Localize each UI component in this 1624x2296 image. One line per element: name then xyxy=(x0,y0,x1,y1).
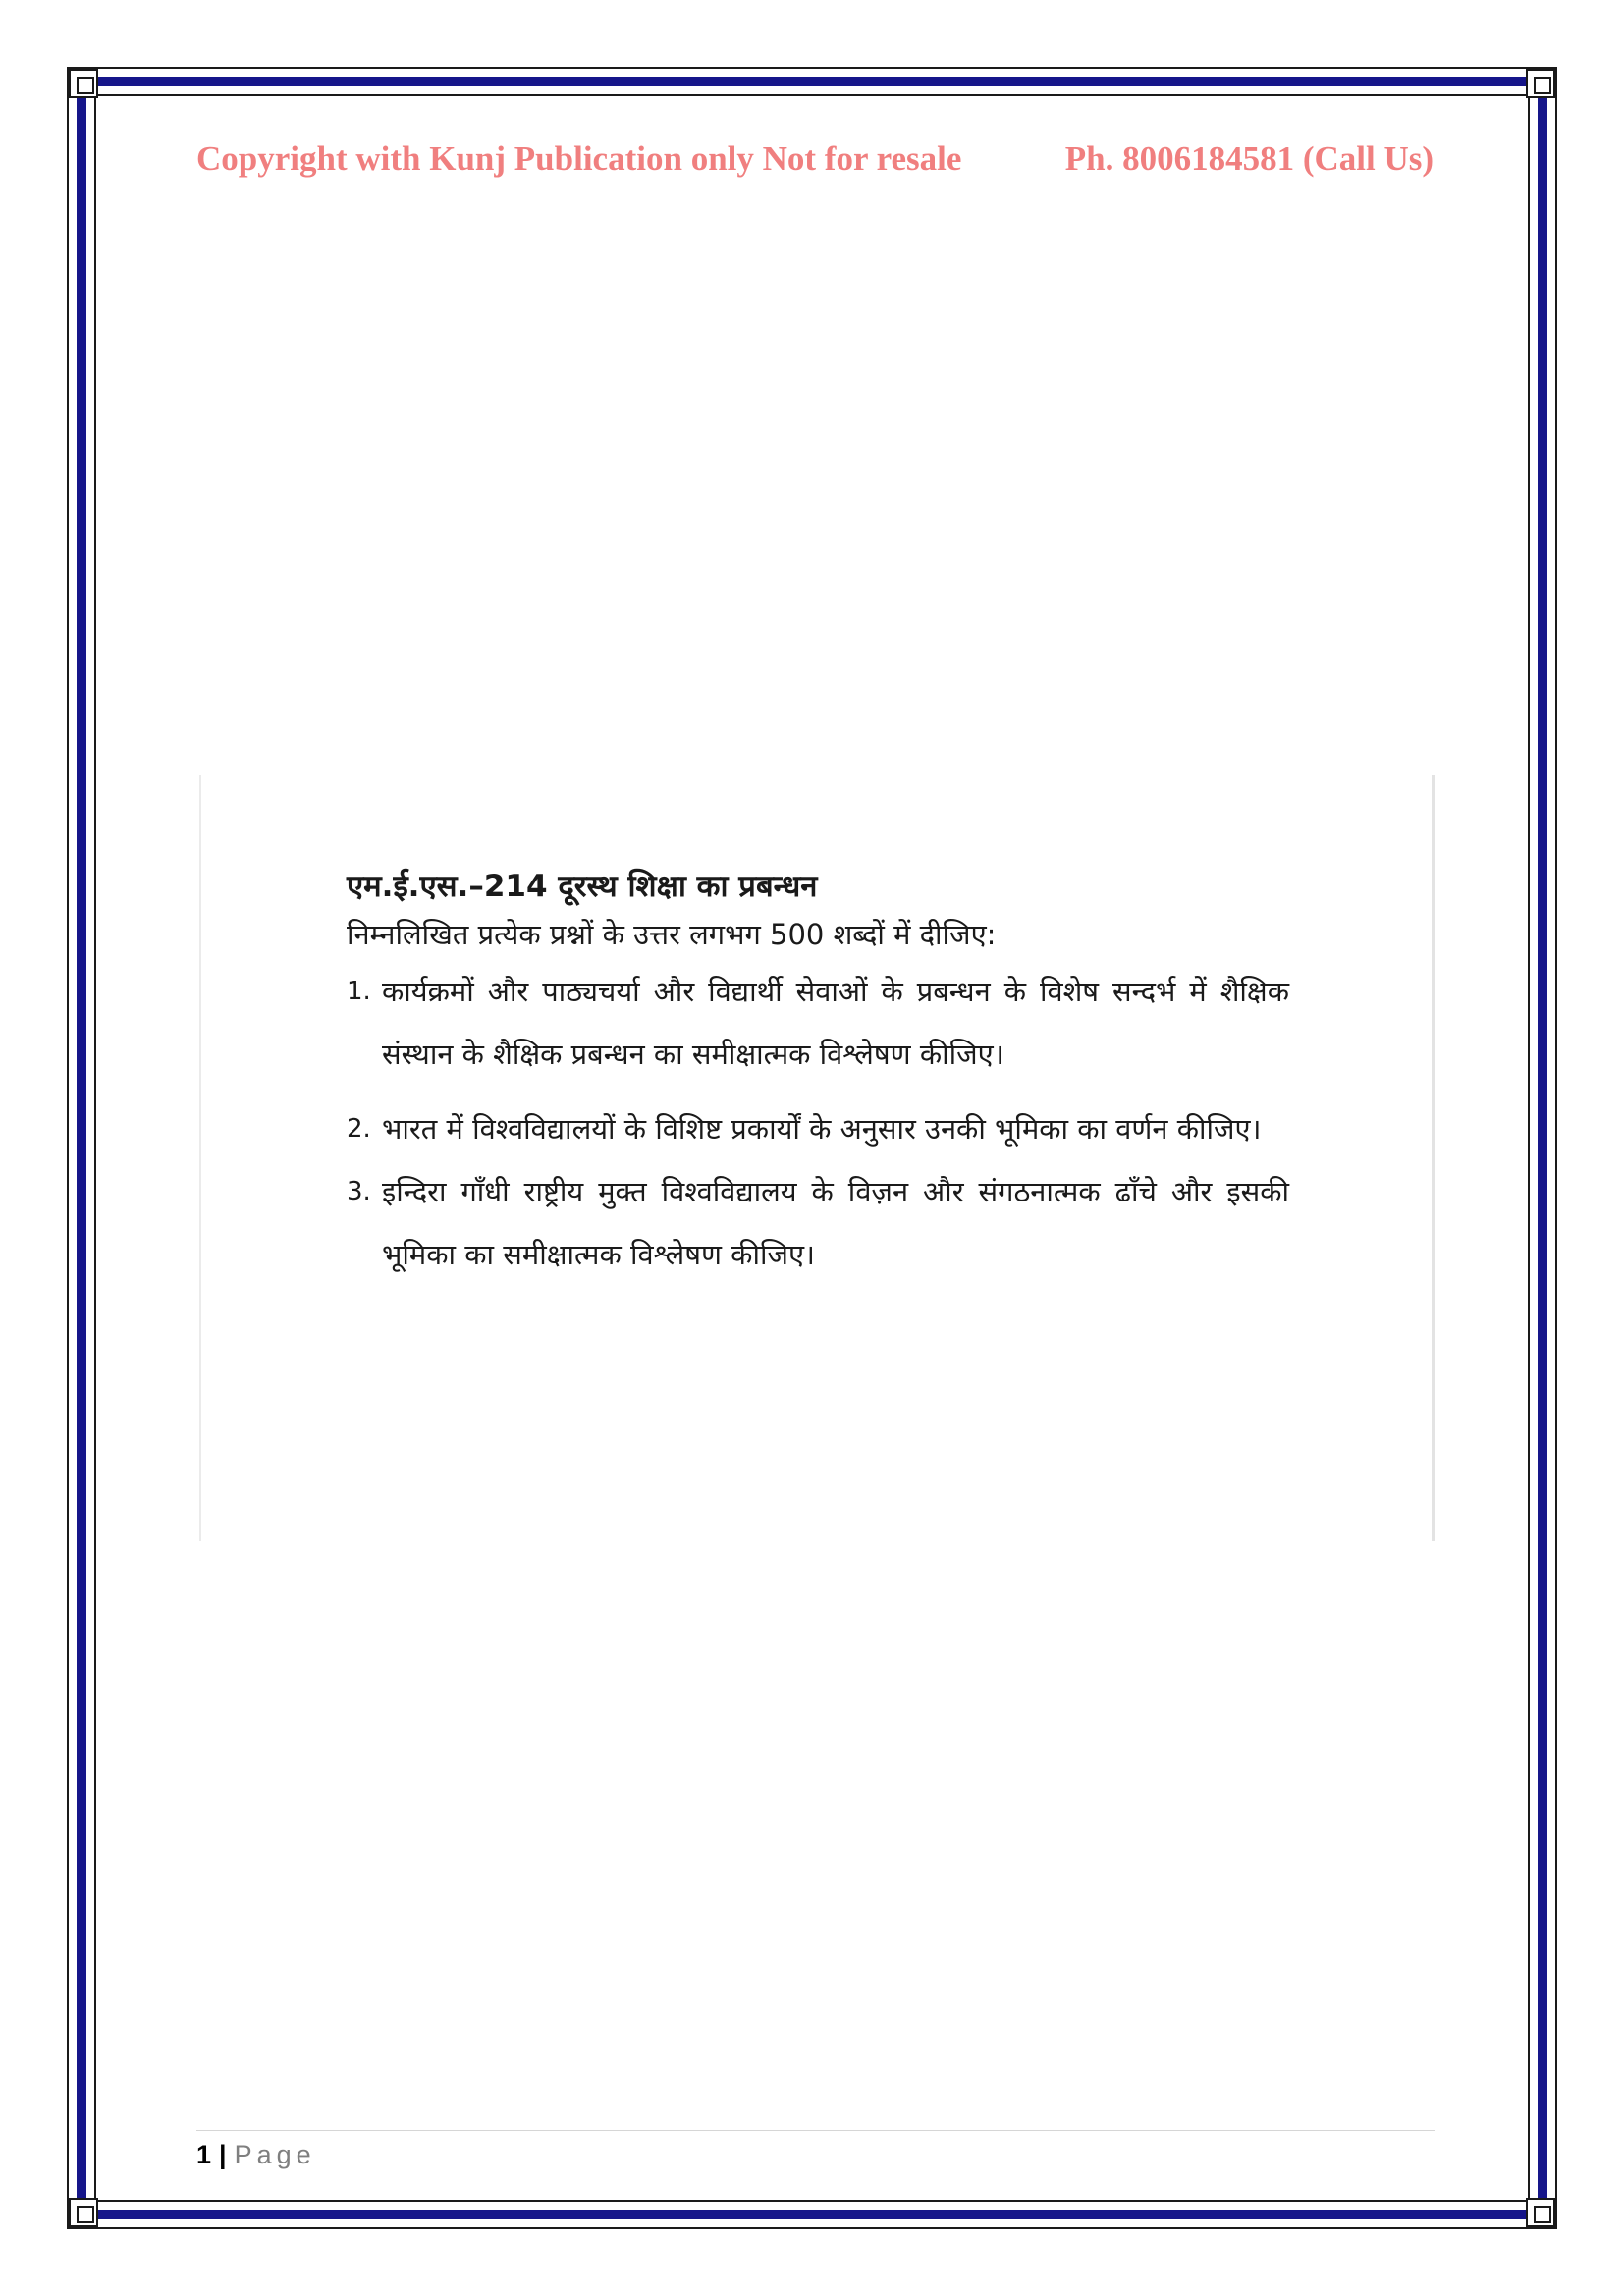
course-title: एम.ई.एस.–214 दूरस्थ शिक्षा का प्रबन्धन xyxy=(347,869,818,904)
question-text: भारत में विश्वविद्यालयों के विशिष्ट प्रकार्यों के अनुसार उनकी भूमिका का वर्णन कीजिए। xyxy=(382,1112,1262,1146)
question-text: इन्दिरा गाँधी राष्ट्रीय मुक्त विश्वविद्यालय के विज़न और संगठनात्मक ढाँचे और इसकी भूमिका का समीक्षात्मक विश्लेषण कीजिए। xyxy=(382,1175,1289,1271)
page-header xyxy=(196,139,1434,179)
question-number: 2. xyxy=(347,1114,371,1144)
footer-divider xyxy=(196,2130,1435,2131)
question-number: 3. xyxy=(347,1177,371,1206)
question-text: कार्यक्रमों और पाठ्यचर्या और विद्यार्थी सेवाओं के प्रबन्धन के विशेष सन्दर्भ में शैक्षिक संस्थान के शैक्षिक प्रबन्धन का समीक्षात्मक विश्लेषण कीजिए। xyxy=(382,975,1289,1071)
copyright-notice: Copyright with Kunj Publication only Not for resale xyxy=(196,139,962,178)
page-footer xyxy=(196,2140,316,2170)
question-item xyxy=(347,960,1289,1086)
assignment-image xyxy=(199,775,1435,1541)
question-list xyxy=(347,960,1289,1286)
question-item xyxy=(347,1160,1289,1286)
page-label: Page xyxy=(234,2140,316,2169)
question-number: 1. xyxy=(347,977,371,1006)
contact-phone: Ph. 8006184581 (Call Us) xyxy=(1064,139,1434,178)
border-corner-ornament xyxy=(1526,2198,1555,2227)
border-corner-ornament xyxy=(69,69,98,98)
assignment-content xyxy=(347,864,1289,1286)
page-number: 1 xyxy=(196,2140,212,2169)
question-item xyxy=(347,1097,1289,1160)
border-corner-ornament xyxy=(69,2198,98,2227)
instruction-text: निम्नलिखित प्रत्येक प्रश्नों के उत्तर लगभग 500 शब्दों में दीजिए: xyxy=(347,918,997,951)
footer-separator: | xyxy=(219,2140,227,2169)
border-corner-ornament xyxy=(1526,69,1555,98)
